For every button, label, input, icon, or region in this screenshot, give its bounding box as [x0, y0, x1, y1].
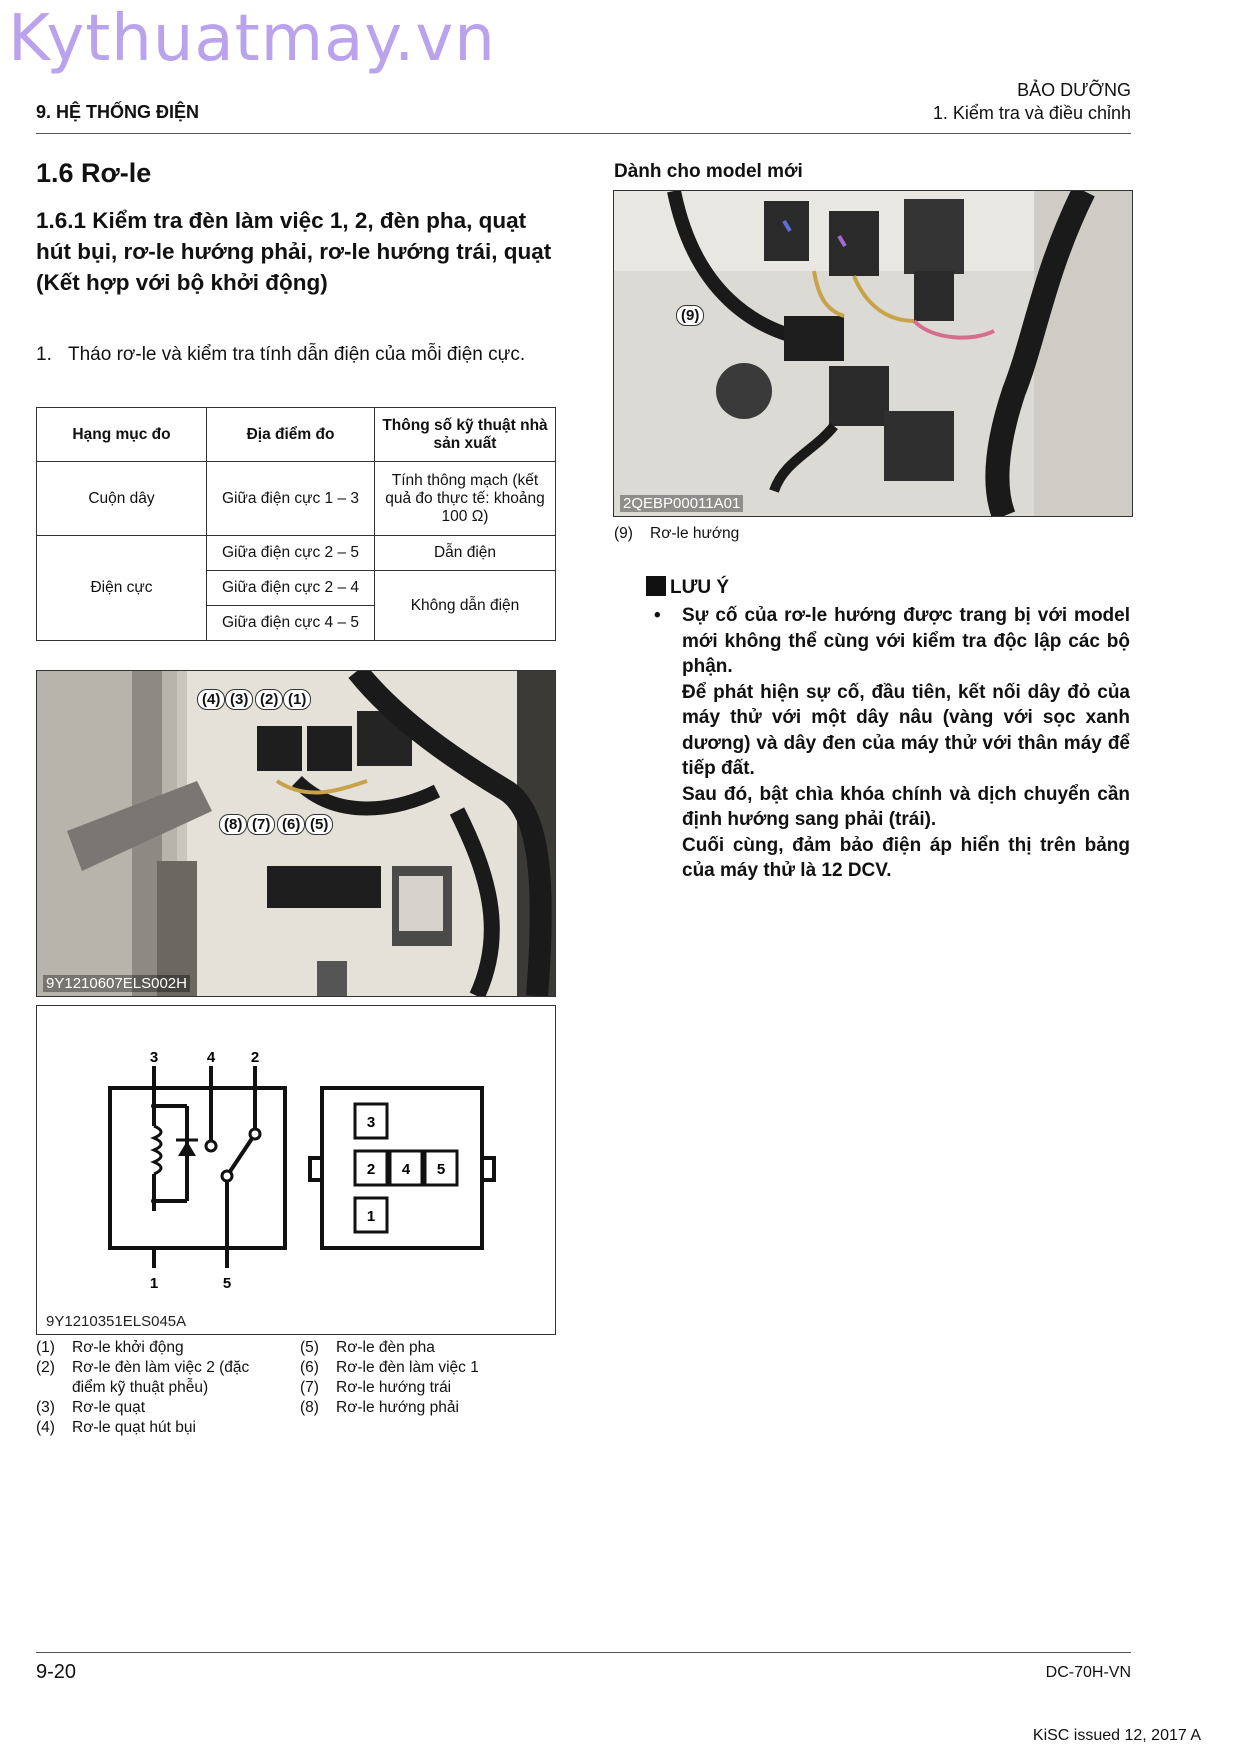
cell-loc-4-5: Giữa điện cực 4 – 5	[207, 606, 375, 641]
caption-text: Rơ-le hướng	[650, 525, 740, 542]
legend-item: (3) Rơ-le quạt	[36, 1399, 146, 1416]
caption-number: (9)	[614, 525, 633, 542]
th-spec: Thông số kỹ thuật nhà sản xuất	[375, 408, 556, 462]
legend-item: (2) Rơ-le đèn làm việc 2 (đặc điểm kỹ thuật phễu)	[36, 1359, 250, 1396]
legend-item: (1) Rơ-le khởi động	[36, 1339, 184, 1356]
header-rule	[36, 133, 1131, 134]
subsection-title: 1. Kiểm tra và điều chỉnh	[932, 103, 1131, 123]
top-label-3: 3	[149, 1049, 159, 1066]
photo1-code: 9Y1210607ELS002H	[43, 975, 190, 992]
diagram-code: 9Y1210351ELS045A	[46, 1313, 187, 1330]
callout-2: (2)	[255, 689, 283, 710]
callout-3: (3)	[225, 689, 253, 710]
callout-5: (5)	[305, 814, 333, 835]
bullet-icon: •	[654, 605, 661, 626]
issued-stamp: KiSC issued 12, 2017 A	[1032, 1727, 1201, 1744]
legend-item: (8) Rơ-le hướng phải	[300, 1399, 459, 1416]
note-heading: LƯU Ý	[646, 576, 1130, 599]
bottom-label-5: 5	[222, 1275, 232, 1292]
relay-box-photo	[36, 670, 556, 997]
legend-item: (7) Rơ-le hướng trái	[300, 1379, 452, 1396]
pin-2: 2	[366, 1161, 376, 1178]
new-model-illustration	[614, 191, 1132, 516]
note-p1: Sự cố của rơ-le hướng được trang bị với model mới không thể cùng với kiểm tra độc lập các bộ phận.	[682, 605, 1130, 677]
step-text: Tháo rơ-le và kiểm tra tính dẫn điện của mỗi điện cực.	[68, 344, 526, 365]
new-model-photo	[613, 190, 1133, 517]
callout-7: (7)	[247, 814, 275, 835]
relay-diagram	[36, 1005, 556, 1335]
relay-schematic	[37, 1006, 555, 1334]
note-p3: Sau đó, bật chìa khóa chính và dịch chuyển cần định hướng sang phải (trái).	[682, 783, 1130, 830]
step-1	[36, 342, 556, 367]
section-title: BẢO DƯỠNG	[1017, 80, 1131, 100]
square-icon	[646, 576, 666, 596]
cell-spec-2-5: Dẫn điện	[375, 536, 556, 571]
legend-right	[300, 1338, 560, 1418]
page-number: 9-20	[36, 1661, 77, 1683]
doc-code: DC-70H-VN	[1045, 1664, 1131, 1681]
chapter-title: 9. HỆ THỐNG ĐIỆN	[36, 102, 200, 122]
section-subtitle: 1.6.1 Kiểm tra đèn làm việc 1, 2, đèn pha, quạt hút bụi, rơ-le hướng phải, rơ-le hướng trái, quạt (Kết hợp với bộ khởi động)	[36, 208, 552, 295]
cell-coil-location: Giữa điện cực 1 – 3	[207, 462, 375, 536]
note-body	[646, 603, 1130, 884]
new-model-caption	[614, 524, 1014, 544]
cell-loc-2-4: Giữa điện cực 2 – 4	[207, 571, 375, 606]
top-label-2: 2	[250, 1049, 260, 1066]
new-model-title: Dành cho model mới	[614, 161, 803, 182]
callout-4: (4)	[197, 689, 225, 710]
new-model-code: 2QEBP00011A01	[620, 495, 743, 512]
note-box	[646, 576, 1130, 884]
pin-1: 1	[366, 1208, 376, 1225]
top-label-4: 4	[206, 1049, 216, 1066]
cell-spec-no: Không dẫn điện	[375, 571, 556, 641]
note-p4: Cuối cùng, đảm bảo điện áp hiển thị trên bảng của máy thử là 12 DCV.	[682, 834, 1130, 881]
pin-5: 5	[436, 1161, 446, 1178]
cell-coil: Cuộn dây	[37, 462, 207, 536]
callout-9: (9)	[676, 305, 704, 326]
footer-rule	[36, 1652, 1131, 1653]
spec-table	[36, 407, 556, 641]
note-p2: Để phát hiện sự cố, đầu tiên, kết nối dây đỏ của máy thử với một dây nâu (vàng với sọc xanh dương) và dây đen của máy thử với thân máy để tiếp đất.	[682, 681, 1130, 779]
legend-left	[36, 1338, 281, 1438]
step-number: 1.	[36, 344, 52, 365]
th-item: Hạng mục đo	[37, 408, 207, 462]
cell-terminal: Điện cực	[37, 536, 207, 641]
legend-item: (4) Rơ-le quạt hút bụi	[36, 1419, 196, 1436]
pin-4: 4	[401, 1161, 411, 1178]
callout-1: (1)	[283, 689, 311, 710]
page-title: 1.6 Rơ-le	[36, 158, 152, 188]
callout-6: (6)	[277, 814, 305, 835]
cell-coil-spec: Tính thông mạch (kết quả đo thực tế: khoảng 100 Ω)	[375, 462, 556, 536]
pin-3: 3	[366, 1114, 376, 1131]
cell-loc-2-5: Giữa điện cực 2 – 5	[207, 536, 375, 571]
legend-item: (6) Rơ-le đèn làm việc 1	[300, 1359, 479, 1376]
callout-8: (8)	[219, 814, 247, 835]
th-location: Địa điểm đo	[207, 408, 375, 462]
bottom-label-1: 1	[149, 1275, 159, 1292]
watermark: Kythuatmay.vn	[8, 2, 496, 76]
legend-item: (5) Rơ-le đèn pha	[300, 1339, 435, 1356]
